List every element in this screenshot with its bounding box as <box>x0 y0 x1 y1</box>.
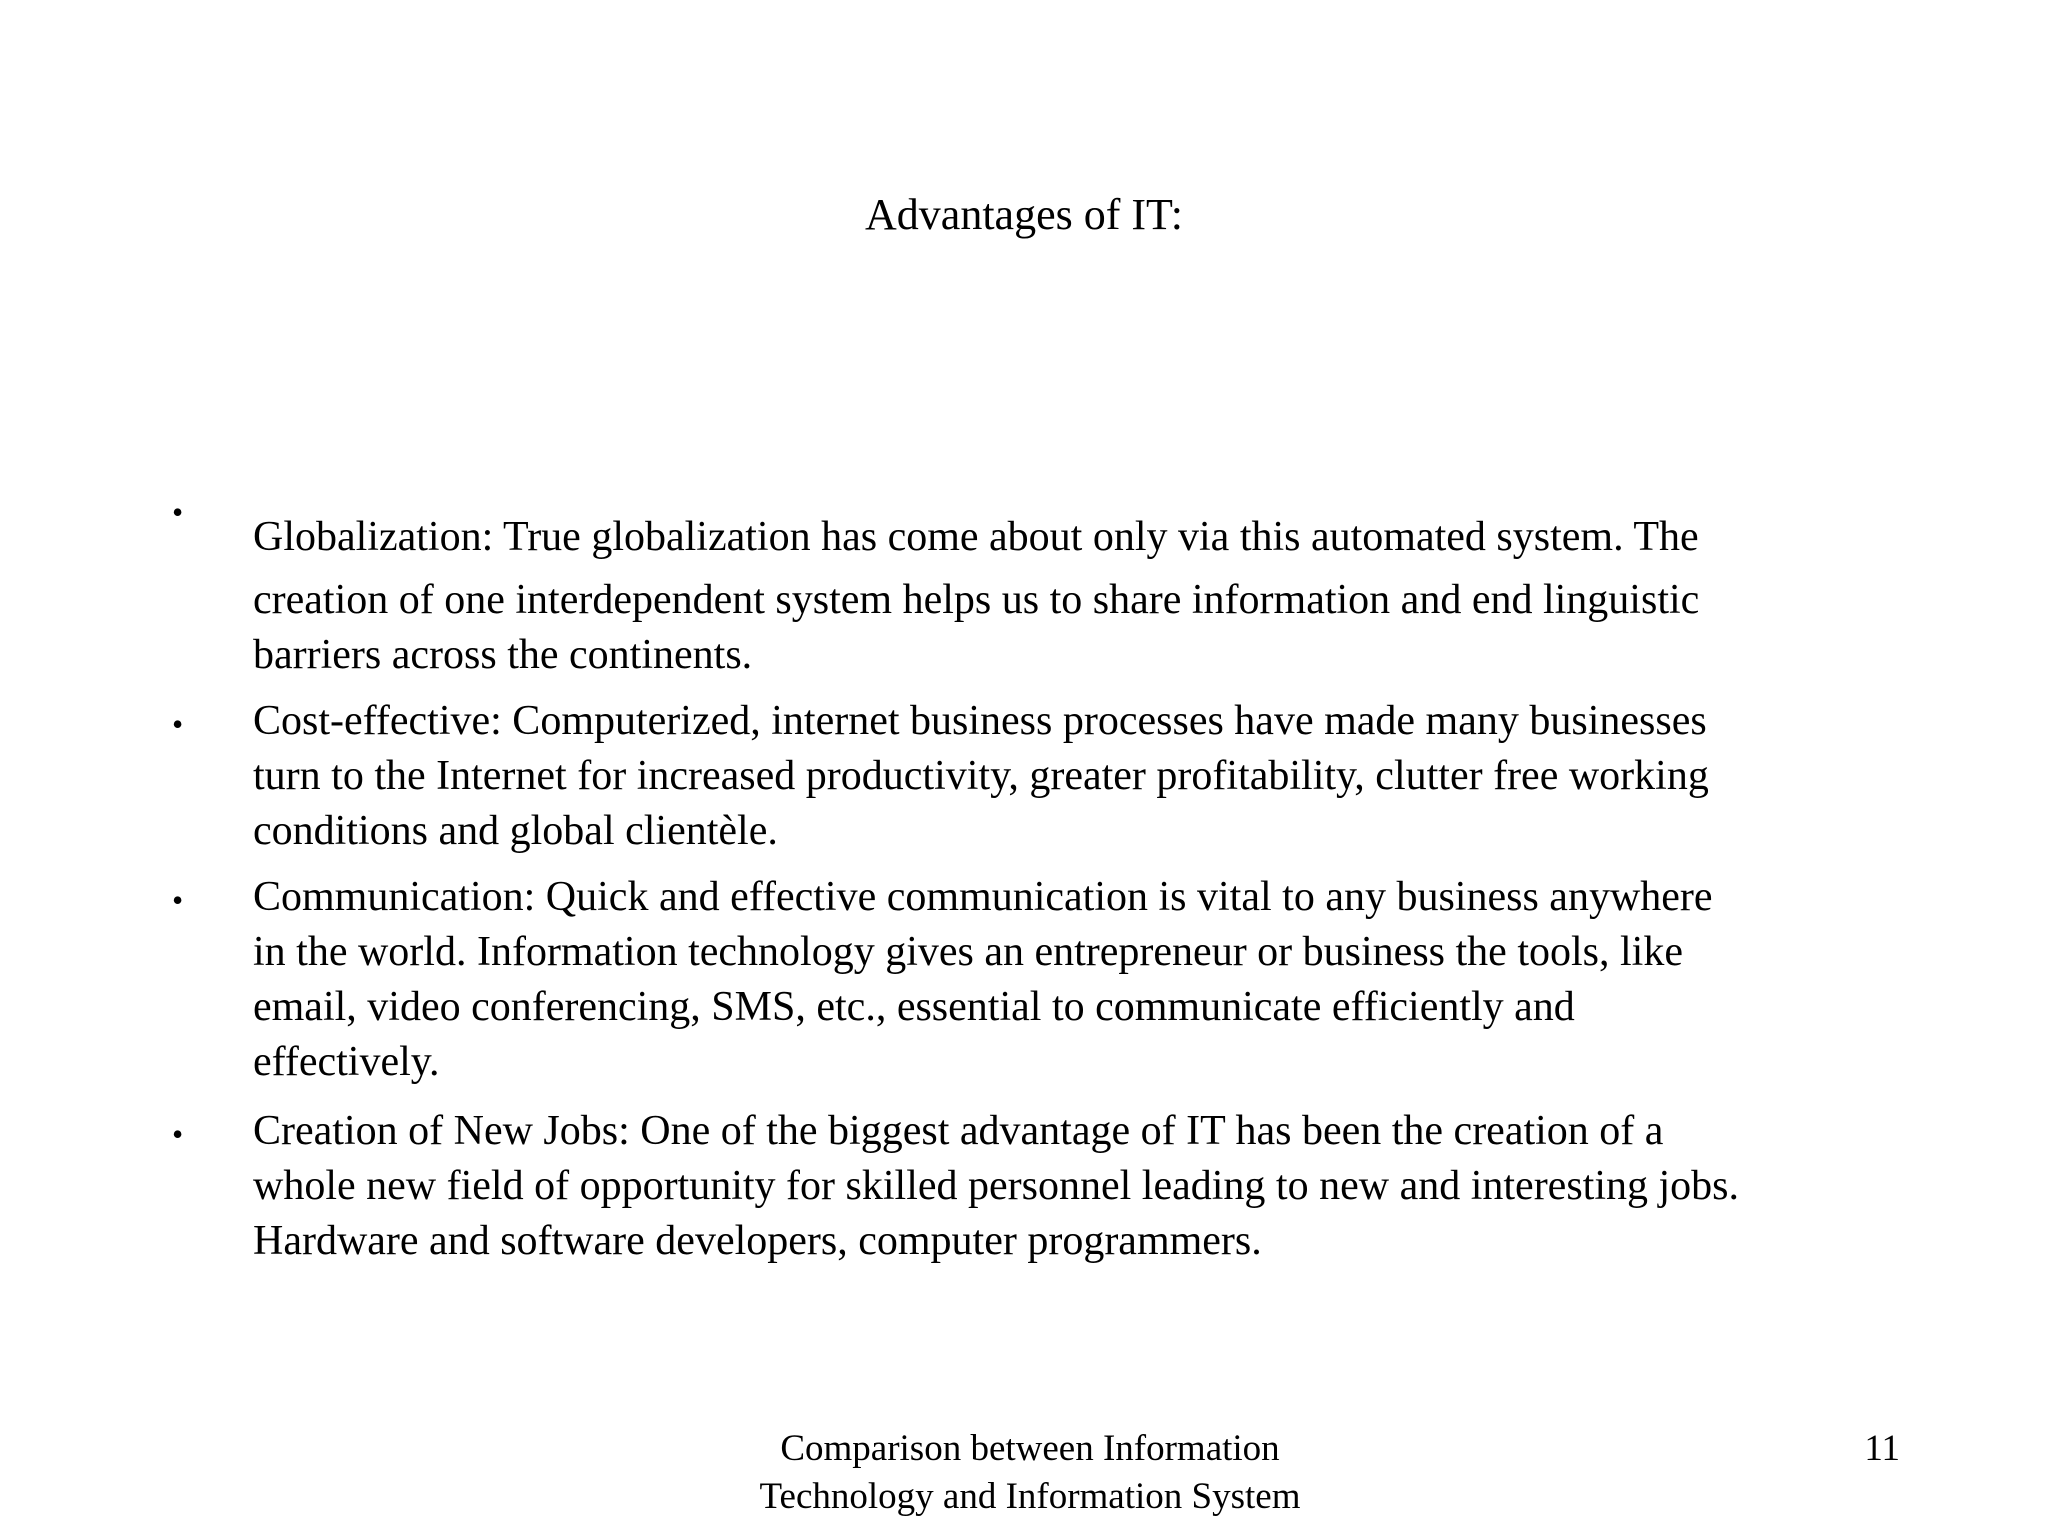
bullet-line: barriers across the continents. <box>253 632 753 678</box>
bullet-line: Hardware and software developers, computer programmers. <box>253 1218 1262 1264</box>
bullet-line: in the world. Information technology gives an entrepreneur or business the tools, like <box>253 929 1683 975</box>
bullet-text <box>253 1104 1893 1269</box>
bullet-icon: • <box>172 882 184 918</box>
footer-caption <box>660 1425 1400 1521</box>
bullet-line: creation of one interdependent system helps us to share information and end linguistic <box>253 577 1700 623</box>
slide-title: Advantages of IT: <box>865 190 1183 239</box>
bullet-icon: • <box>172 1116 184 1152</box>
page-number: 11 <box>1864 1428 1900 1469</box>
bullet-text <box>253 870 1893 1090</box>
bullet-icon: • <box>172 494 184 530</box>
bullet-line: Creation of New Jobs: One of the biggest advantage of IT has been the creation of a <box>253 1108 1664 1154</box>
bullet-text <box>253 510 1893 683</box>
bullet-line: Communication: Quick and effective communication is vital to any business anywhere <box>253 874 1713 920</box>
footer-caption-line: Technology and Information System <box>759 1476 1301 1517</box>
bullet-line: Globalization: True globalization has come about only via this automated system. The <box>253 514 1699 560</box>
bullet-text <box>253 694 1893 859</box>
bullet-line: effectively. <box>253 1039 440 1085</box>
bullet-line: Cost-effective: Computerized, internet business processes have made many businesses <box>253 698 1707 744</box>
footer-caption-line: Comparison between Information <box>780 1428 1280 1469</box>
bullet-line: turn to the Internet for increased productivity, greater profitability, clutter free working <box>253 753 1709 799</box>
bullet-line: email, video conferencing, SMS, etc., essential to communicate efficiently and <box>253 984 1575 1030</box>
bullet-icon: • <box>172 706 184 742</box>
bullet-line: conditions and global clientèle. <box>253 808 778 854</box>
bullet-line: whole new field of opportunity for skilled personnel leading to new and interesting jobs. <box>253 1163 1740 1209</box>
